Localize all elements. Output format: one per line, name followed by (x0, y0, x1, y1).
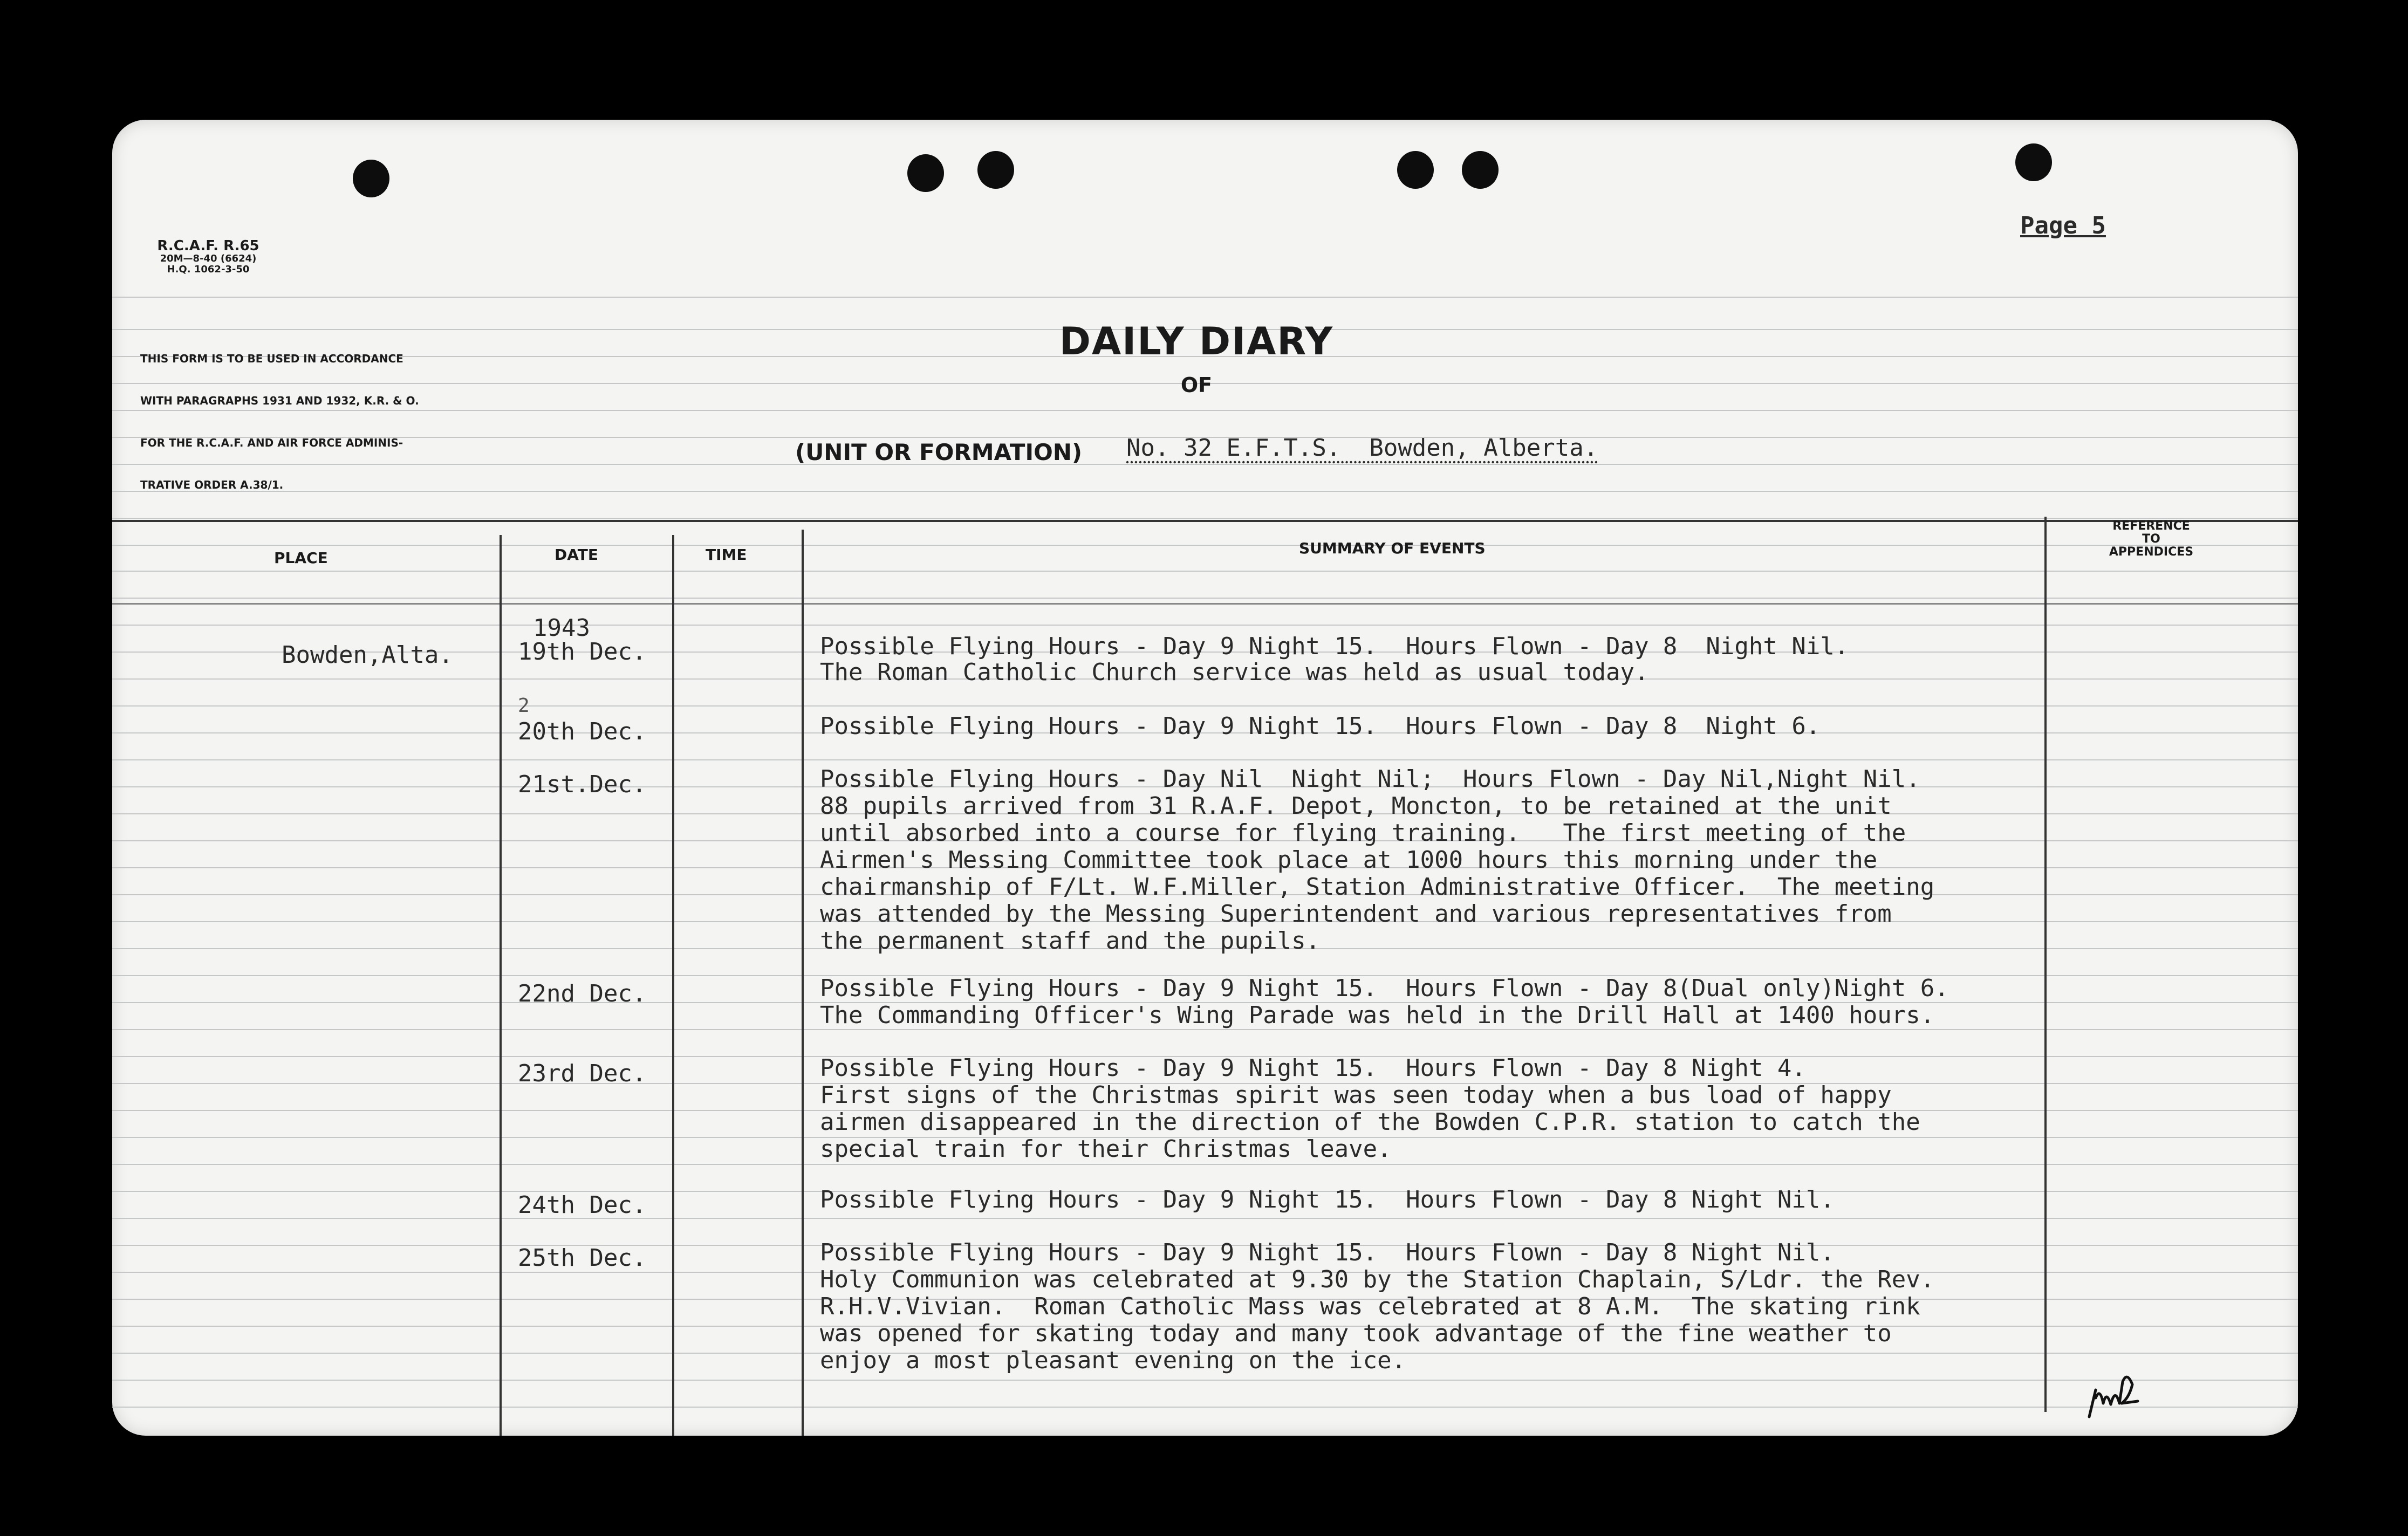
form-instruction (140, 324, 419, 520)
summary-line: chairmanship of F/Lt. W.F.Miller, Station Administrative Officer. The meeting (820, 873, 1935, 901)
title-of: OF (1180, 373, 1213, 397)
entry-year: 1943 (533, 614, 590, 642)
entry-date: 20th Dec. (518, 718, 647, 745)
column-divider-place-date (500, 535, 502, 1436)
column-divider-date-time (672, 535, 674, 1436)
column-divider-time-summary (802, 530, 804, 1436)
entry-date: 21st.Dec. (518, 771, 647, 798)
summary-line: Airmen's Messing Committee took place at 1000 hours this morning under the (820, 846, 1878, 874)
form-code-line1: R.C.A.F. R.65 (157, 238, 259, 254)
instruction-line: WITH PARAGRAPHS 1931 AND 1932, K.R. & O. (140, 394, 419, 407)
summary-line: Possible Flying Hours - Day 9 Night 15. Hours Flown - Day 8 Night 6. (820, 712, 1821, 740)
summary-line: was opened for skating today and many took advantage of the fine weather to (820, 1320, 1892, 1347)
unit-label: (UNIT OR FORMATION) (795, 439, 1083, 465)
reference-line: REFERENCE (2112, 519, 2190, 533)
summary-line: R.H.V.Vivian. Roman Catholic Mass was celebrated at 8 A.M. The skating rink (820, 1293, 1920, 1320)
entry-date: 23rd Dec. (518, 1060, 647, 1087)
form-code-line3: H.Q. 1062-3-50 (167, 264, 250, 275)
entry-date: 19th Dec. (518, 638, 647, 666)
entry-date: 22nd Dec. (518, 980, 647, 1007)
summary-line: Possible Flying Hours - Day 9 Night 15. Hours Flown - Day 8 Night Nil. (820, 633, 1849, 660)
form-code (138, 238, 278, 275)
summary-line: Possible Flying Hours - Day Nil Night Nil; Hours Flown - Day Nil,Night Nil. (820, 765, 1920, 793)
instruction-line: FOR THE R.C.A.F. AND AIR FORCE ADMINIS- (140, 436, 403, 449)
entry-place: Bowden,Alta. (282, 641, 453, 669)
column-header-time: TIME (706, 546, 747, 564)
summary-line: Holy Communion was celebrated at 9.30 by the Station Chaplain, S/Ldr. the Rev. (820, 1266, 1935, 1293)
diary-form-card (112, 120, 2298, 1436)
summary-line: 88 pupils arrived from 31 R.A.F. Depot, Moncton, to be retained at the unit (820, 792, 1892, 820)
column-header-summary: SUMMARY OF EVENTS (1299, 539, 1486, 557)
summary-line: Possible Flying Hours - Day 9 Night 15. Hours Flown - Day 8 Night Nil. (820, 1186, 1835, 1213)
summary-line: The Commanding Officer's Wing Parade was held in the Drill Hall at 1400 hours. (820, 1002, 1935, 1029)
table-top-rule (112, 520, 2298, 522)
table-header-bottom-rule (112, 603, 2298, 605)
column-header-place: PLACE (274, 549, 328, 567)
reference-line: APPENDICES (2109, 545, 2194, 559)
page-number: Page 5 (2020, 212, 2106, 239)
summary-line: Possible Flying Hours - Day 9 Night 15. Hours Flown - Day 8(Dual only)Night 6. (820, 975, 1949, 1002)
column-header-date: DATE (555, 546, 598, 564)
reference-line: TO (2142, 532, 2160, 546)
summary-line: airmen disappeared in the direction of the Bowden C.P.R. station to catch the (820, 1108, 1920, 1136)
summary-line: special train for their Christmas leave. (820, 1135, 1392, 1163)
summary-line: until absorbed into a course for flying training. The first meeting of the (820, 819, 1906, 847)
instruction-line: THIS FORM IS TO BE USED IN ACCORDANCE (140, 352, 403, 365)
summary-line: Possible Flying Hours - Day 9 Night 15. Hours Flown - Day 8 Night 4. (820, 1054, 1806, 1082)
summary-line: was attended by the Messing Superintendent and various representatives from (820, 900, 1892, 928)
entry-date: 25th Dec. (518, 1244, 647, 1272)
form-code-line2: 20M—8-40 (6624) (160, 253, 257, 264)
column-divider-summary-reference (2044, 517, 2047, 1412)
pencil-mark: 2 (518, 695, 530, 717)
entry-date: 24th Dec. (518, 1191, 647, 1219)
unit-value: No. 32 E.F.T.S. Bowden, Alberta. (1126, 434, 1598, 462)
document-title: DAILY DIARY (1059, 319, 1334, 364)
column-header-reference (2054, 520, 2248, 559)
summary-line: the permanent staff and the pupils. (820, 927, 1321, 955)
instruction-line: TRATIVE ORDER A.38/1. (140, 478, 284, 491)
summary-line: Possible Flying Hours - Day 9 Night 15. Hours Flown - Day 8 Night Nil. (820, 1239, 1835, 1266)
summary-line: The Roman Catholic Church service was held as usual today. (820, 659, 1649, 686)
summary-line: enjoy a most pleasant evening on the ice. (820, 1347, 1406, 1374)
signature-initials (2084, 1366, 2143, 1425)
summary-line: First signs of the Christmas spirit was seen today when a bus load of happy (820, 1081, 1892, 1109)
